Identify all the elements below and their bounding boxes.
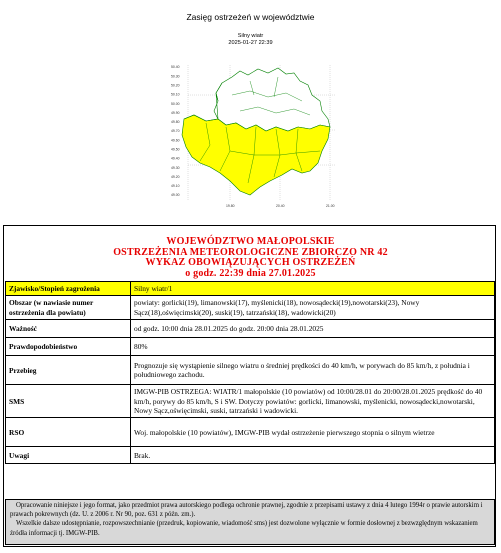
warning-header [0,237,501,279]
label-rso: RSO [6,418,131,447]
map-x-tick-label: 21.00 [326,204,335,208]
map-x-tick-label: 20.40 [276,204,285,208]
value-sms: IMGW-PIB OSTRZEGA: WIATR/1 małopolskie (10 powiatów) od 10:00/28.01 do 20:00/28.01.2025 prędkość do 40 km/h, porywy do 85 km/h, S i SW. Dotyczy powiatów: gorlicki, limanowski, myślenicki, nowosądecki,nowotarski, Nowy Sącz,oświęcimski, suski, tatrzański i wadowicki. [131,385,495,418]
distribution-notice: Wszelkie dalsze udostępnianie, rozpowszechnianie (przedruk, kopiowanie, wiadomość sms) jest dozwolone wyłącznie w formie dosłownej z bezwzględnym wskazaniem źródła informacji tj. IMGW-PIB. [10,520,478,537]
map-y-tick-label: 50.10 [171,92,180,97]
label-validity: Ważność [6,320,131,338]
label-probability: Prawdopodobieństwo [6,338,131,356]
value-course: Prognozuje się wystąpienie silnego wiatru o średniej prędkości do 40 km/h, w porywach do 85 km/h, z południa i południowego zachodu. [131,356,495,385]
header-bulletin-number: OSTRZEŻENIA METEOROLOGICZNE ZBIORCZO NR 42 [113,246,388,258]
value-probability: 80% [131,338,495,356]
value-rso: Woj. małopolskie (10 powiatów), IMGW-PIB wydał ostrzeżenie pierwszego stopnia o silnym wietrze [131,418,495,447]
map-y-tick-label: 49.40 [171,156,180,161]
value-remarks: Brak. [131,447,495,464]
map-y-tick-label: 50.40 [171,65,180,70]
warning-table [5,281,495,464]
label-phenomenon: Zjawisko/Stopień zagrożenia [6,282,131,296]
row-rso [6,418,495,447]
label-course: Przebieg [6,356,131,385]
map-y-tick-label: 49.20 [171,174,180,179]
map-y-tick-label: 49.10 [171,184,180,189]
map-datetime: 2025-01-27 22:39 [228,40,273,46]
map-y-tick-label: 49.00 [171,193,180,198]
copyright-notice: Opracowanie niniejsze i jego format, jako przedmiot prawa autorskiego podlega ochronie prawnej, zgodnie z przepisami ustawy z dnia 4 lutego 1994r o prawie autorskim i prawach pokrewnych (dz. U. z 2006 r. Nr 90, poz. 631 z późn. zm.). [10,502,483,519]
map-y-tick-label: 49.70 [171,129,180,134]
map-y-axis [171,65,180,197]
map-y-tick-label: 50.20 [171,83,180,88]
header-voivodeship: WOJEWÓDZTWO MAŁOPOLSKIE [166,236,335,247]
map-y-tick-label: 50.00 [171,101,180,106]
row-phenomenon [6,282,495,296]
copyright-footer [5,499,495,545]
row-course [6,356,495,385]
map-subtitle: Silny wiatr [237,33,264,39]
map-y-tick-label: 49.90 [171,110,180,115]
label-remarks: Uwagi [6,447,131,464]
row-remarks [6,447,495,464]
map-y-tick-label: 49.30 [171,165,180,170]
map-y-tick-label: 49.60 [171,138,180,143]
header-issue-time: o godz. 22:39 dnia 27.01.2025 [185,267,316,279]
value-phenomenon: Silny wiatr/1 [131,282,495,296]
value-area: powiaty: gorlicki(19), limanowski(17), myślenicki(18), nowosądecki(19),nowotarski(23), Nowy Sącz(18),oświęcimski(20), suski(19), tatrzański(18), wadowicki(20) [131,296,495,320]
map-y-tick-label: 49.50 [171,147,180,152]
row-area [6,296,495,320]
value-validity: od godz. 10:00 dnia 28.01.2025 do godz. 20:00 dnia 28.01.2025 [131,320,495,338]
label-area: Obszar (w nawiasie numer ostrzeżenia dla powiatu) [6,296,131,320]
page-title: Zasięg ostrzeżeń w województwie [186,12,315,22]
row-probability [6,338,495,356]
warning-map [170,55,345,215]
row-sms [6,385,495,418]
map-y-tick-label: 50.30 [171,74,180,79]
header-list-title: WYKAZ OBOWIĄZUJĄCYCH OSTRZEŻEŃ [145,257,356,268]
map-x-tick-label: 19.80 [226,204,235,208]
map-y-tick-label: 49.80 [171,120,180,125]
row-validity [6,320,495,338]
label-sms: SMS [6,385,131,418]
